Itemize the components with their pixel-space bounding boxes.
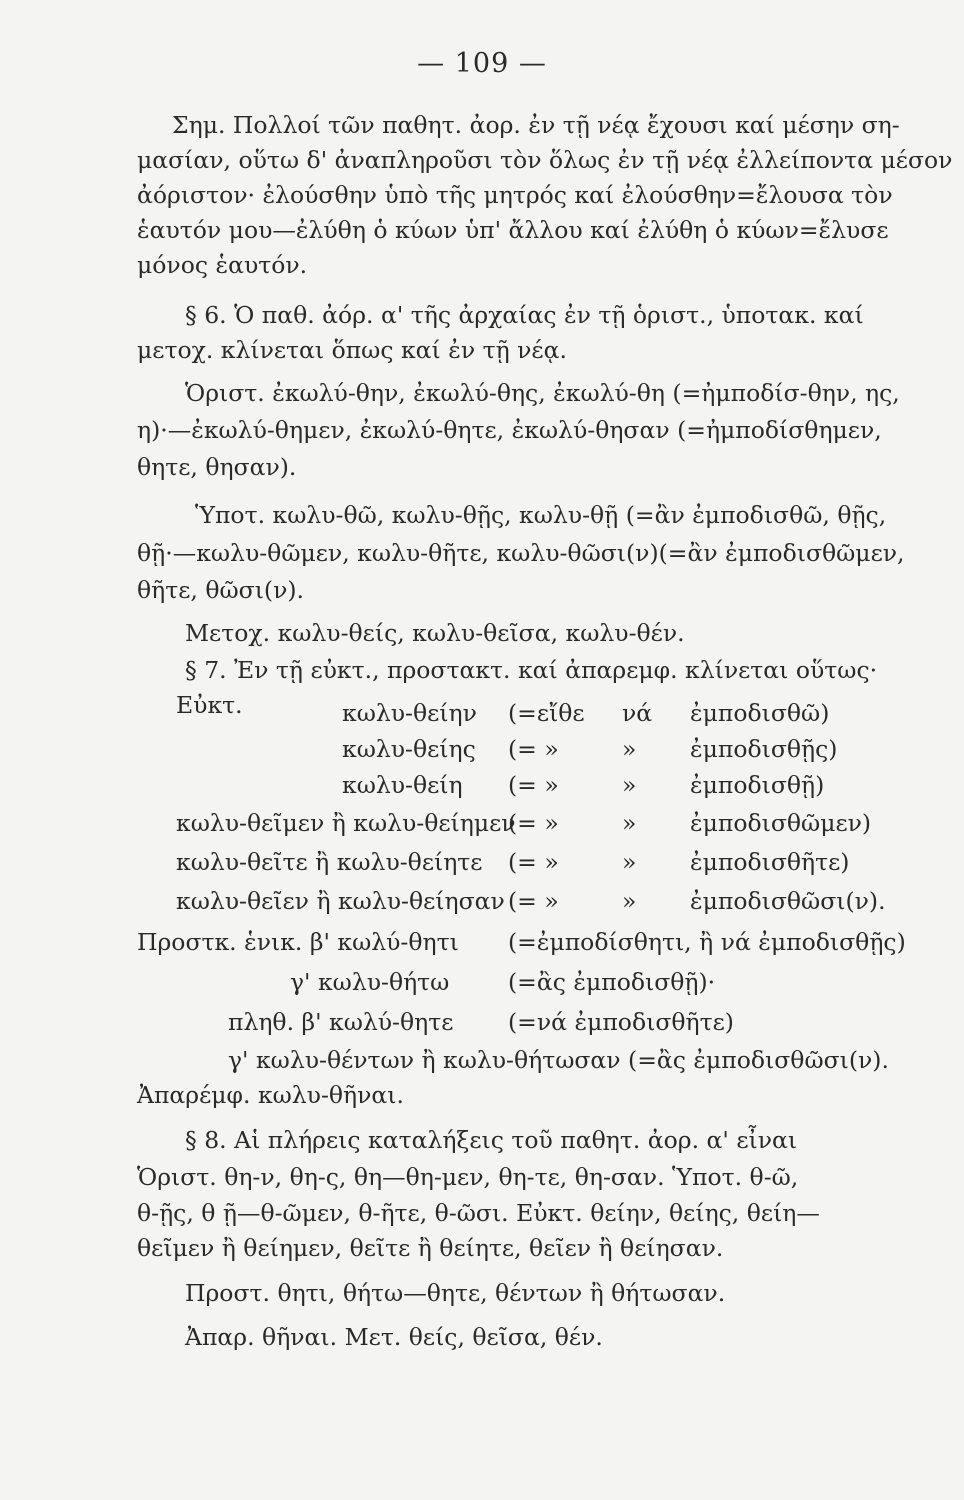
section8-line-3: θ-ῇς, θ ῇ—θ-ῶμεν, θ-ῆτε, θ-ῶσι. Εὐκτ. θείην, θείης, θείη— <box>137 1199 820 1227</box>
section8-line-2: Ὁριστ. θη-ν, θη-ς, θη—θη-μεν, θη-τε, θη-σαν. Ὑποτ. θ-ῶ, <box>137 1163 799 1191</box>
eukt-gloss: ἐμποδισθῶσι(ν). <box>690 887 886 915</box>
section6-line-4: η)·—ἐκωλύ-θημεν, ἐκωλύ-θητε, ἐκωλύ-θησαν (=ἠμποδίσθημεν, <box>137 416 882 444</box>
section8-heading: § 8. Αἱ πλήρεις καταλήξεις τοῦ παθητ. ἀορ. α' εἶναι <box>185 1126 798 1154</box>
section8-line-6: Ἀπαρ. θῆναι. Μετ. θείς, θεῖσα, θέν. <box>185 1323 603 1351</box>
note-line-3: ἀόριστον· ἐλούσθην ὑπὸ τῆς μητρός καί ἐλούσθην=ἔλουσα τὸν <box>137 181 893 209</box>
section6-line-2: μετοχ. κλίνεται ὅπως καί ἐν τῇ νέᾳ. <box>137 336 567 364</box>
eukt-eq: (=εἴθε <box>508 699 585 727</box>
eukt-eq: (= » <box>508 848 559 876</box>
prost-gloss-2: (=ἂς ἐμποδισθῇ)· <box>508 968 716 996</box>
eukt-gloss: ἐμποδισθῆτε) <box>690 848 850 876</box>
prost-gloss-3: (=νά ἐμποδισθῆτε) <box>508 1008 734 1036</box>
eukt-na: » <box>622 887 637 915</box>
section8-line-5: Προστ. θητι, θήτω—θητε, θέντων ἢ θήτωσαν. <box>185 1279 726 1307</box>
section6-line-5: θητε, θησαν). <box>137 453 297 481</box>
eukt-form: κωλυ-θεῖτε ἢ κωλυ-θείητε <box>176 848 483 876</box>
eukt-form: κωλυ-θεῖμεν ἢ κωλυ-θείημεν <box>176 809 516 837</box>
prost-line-3: πληθ. β' κωλύ-θητε <box>228 1008 454 1036</box>
eukt-eq: (= » <box>508 887 559 915</box>
eukt-na: » <box>622 735 637 763</box>
page-number: — 109 — <box>417 48 547 79</box>
eukt-na: » <box>622 771 637 799</box>
eukt-label: Εὐκτ. <box>176 691 243 719</box>
section6-line-8: θῆτε, θῶσι(ν). <box>137 576 305 604</box>
section7-heading: § 7. Ἐν τῇ εὐκτ., προστακτ. καί ἀπαρεμφ. κλίνεται οὕτως· <box>185 656 878 684</box>
eukt-gloss: ἐμποδισθῇ) <box>690 771 825 799</box>
prost-line-2: γ' κωλυ-θήτω <box>290 968 450 996</box>
eukt-na: νά <box>622 699 653 727</box>
eukt-eq: (= » <box>508 771 559 799</box>
eukt-form: κωλυ-θείη <box>342 771 463 799</box>
eukt-gloss: ἐμποδισθῇς) <box>690 735 838 763</box>
prost-line-1: Προστκ. ἑνικ. β' κωλύ-θητι <box>137 928 459 956</box>
section6-line-6: Ὑποτ. κωλυ-θῶ, κωλυ-θῇς, κωλυ-θῇ (=ἂν ἐμποδισθῶ, θῇς, <box>195 501 887 529</box>
section6-line-3: Ὁριστ. ἐκωλύ-θην, ἐκωλύ-θης, ἐκωλύ-θη (=ἠμποδίσ-θην, ης, <box>185 379 900 407</box>
note-line-1: Σημ. Πολλοί τῶν παθητ. ἀορ. ἐν τῇ νέᾳ ἔχουσι καί μέσην ση- <box>172 111 900 139</box>
eukt-eq: (= » <box>508 735 559 763</box>
prost-plural-3rd: γ' κωλυ-θέντων ἢ κωλυ-θήτωσαν (=ἂς ἐμποδισθῶσι(ν). <box>228 1046 889 1074</box>
eukt-na: » <box>622 848 637 876</box>
eukt-eq: (= » <box>508 809 559 837</box>
section6-line-9: Μετοχ. κωλυ-θείς, κωλυ-θεῖσα, κωλυ-θέν. <box>185 619 685 647</box>
eukt-gloss: ἐμποδισθῶ) <box>690 699 830 727</box>
note-line-4: ἑαυτόν μου—ἐλύθη ὁ κύων ὑπ' ἄλλου καί ἐλύθη ὁ κύων=ἔλυσε <box>137 216 889 244</box>
eukt-na: » <box>622 809 637 837</box>
section6-line-7: θῇ·—κωλυ-θῶμεν, κωλυ-θῆτε, κωλυ-θῶσι(ν)(=ἂν ἐμποδισθῶμεν, <box>137 539 905 567</box>
prost-gloss-1: (=ἐμποδίσθητι, ἢ νά ἐμποδισθῇς) <box>508 928 906 956</box>
section6-heading: § 6. Ὁ παθ. ἀόρ. α' τῆς ἀρχαίας ἐν τῇ ὁριστ., ὑποτακ. καί <box>185 301 864 329</box>
eukt-form: κωλυ-θεῖεν ἢ κωλυ-θείησαν <box>176 887 505 915</box>
eukt-form: κωλυ-θείης <box>342 735 476 763</box>
note-line-5: μόνος ἑαυτόν. <box>137 251 308 279</box>
section8-line-4: θεῖμεν ἢ θείημεν, θεῖτε ἢ θείητε, θεῖεν ἢ θείησαν. <box>137 1234 724 1262</box>
eukt-gloss: ἐμποδισθῶμεν) <box>690 809 872 837</box>
note-line-2: μασίαν, οὕτω δ' ἀναπληροῦσι τὸν ὅλως ἐν τῇ νέᾳ ἐλλείποντα μέσον <box>137 146 953 174</box>
eukt-form: κωλυ-θείην <box>342 699 477 727</box>
aparemf-line: Ἀπαρέμφ. κωλυ-θῆναι. <box>137 1081 404 1109</box>
